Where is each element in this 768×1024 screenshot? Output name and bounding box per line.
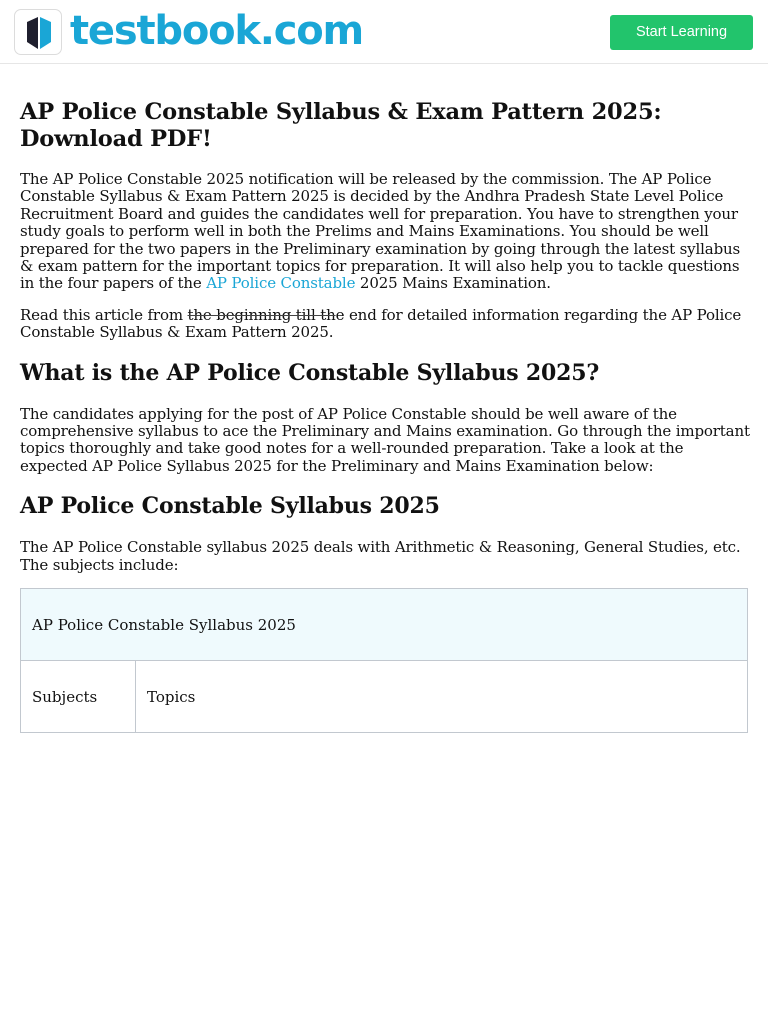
- article-content: [20, 99, 750, 733]
- start-learning-button[interactable]: Start Learning: [610, 15, 753, 50]
- site-header: [0, 0, 768, 64]
- section-heading-what-is: What is the AP Police Constable Syllabus 2025?: [20, 359, 600, 386]
- read-article-paragraph: [20, 307, 750, 342]
- ap-police-constable-link[interactable]: AP Police Constable: [206, 274, 356, 293]
- what-is-paragraph: The candidates applying for the post of AP Police Constable should be well aware of the comprehensive syllabus to ace the Preliminary and Mains examination. Go through the important topics thoroughly and take good notes for a well-rounded preparation. Take a look at the expected AP Police Syllabus 2025 for the Preliminary and Mains Examination below:: [20, 404, 750, 475]
- syllabus-table: [20, 588, 748, 733]
- table-caption-row: [21, 589, 748, 661]
- page-title: AP Police Constable Syllabus & Exam Pattern 2025: Download PDF!: [20, 99, 662, 152]
- intro-paragraph: [20, 171, 750, 293]
- bookmark-icon: [24, 17, 54, 49]
- read-text-start: Read this article from: [20, 305, 188, 324]
- intro-text-start: The AP Police Constable 2025 notification will be released by the commission. The AP Police Constable Syllabus & Exam Pattern 2025 is decided by the Andhra Pradesh State Level Police Recruitment Board and guides the candidates well for preparation. You have to strengthen your study goals to perform well in both the Prelims and Mains Examinations. You should be well prepared for the two papers in the Preliminary examination by going through the latest syllabus & exam pattern for the important topics for preparation. It will also help you to tackle questions in the four papers of the: [20, 170, 741, 293]
- intro-text-end: 2025 Mains Examination.: [355, 274, 551, 293]
- syllabus-paragraph: The AP Police Constable syllabus 2025 deals with Arithmetic & Reasoning, General Studies, etc. The subjects include:: [20, 538, 741, 574]
- section-heading-syllabus: AP Police Constable Syllabus 2025: [20, 493, 440, 520]
- table-header-subjects: Subjects: [21, 661, 136, 733]
- struck-text: the beginning till th: [187, 305, 336, 324]
- table-header-topics: Topics: [136, 661, 748, 733]
- table-header-row: [21, 661, 748, 733]
- table-caption-cell: AP Police Constable Syllabus 2025: [21, 589, 748, 661]
- read-text-end: e end for detailed information regarding the AP Police Constable Syllabus & Exam Pattern 2025.: [20, 305, 742, 342]
- site-logo-text[interactable]: testbook.com: [70, 8, 364, 54]
- testbook-logo-icon[interactable]: [14, 9, 62, 55]
